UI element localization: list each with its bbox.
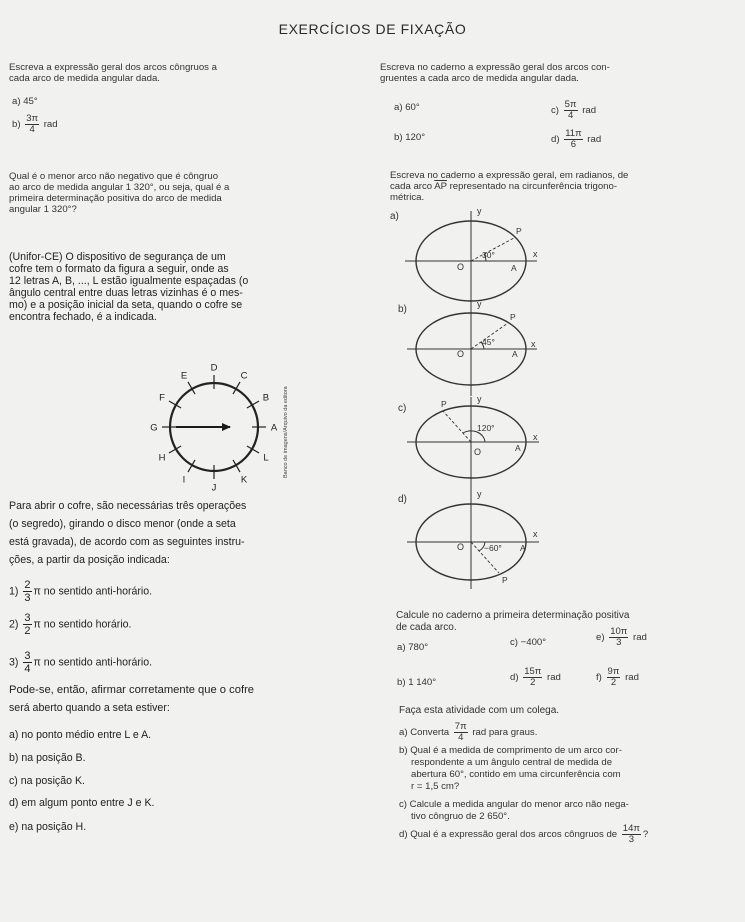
q6-item-e: e) $\frac{10\pi}{3}$ rad xyxy=(596,626,647,648)
q3-line2: ao arco de medida angular 1 320°, ou seja, qual é a xyxy=(9,182,230,193)
q7-c-line2: tivo côngruo de 2 650°. xyxy=(411,811,510,822)
dial-letter-f: F xyxy=(159,392,165,404)
svg-text:O: O xyxy=(474,447,482,457)
svg-text:x: x xyxy=(533,249,538,259)
q2-prompt-line1: Escreva no caderno a expressão geral dos arcos con- xyxy=(380,62,610,73)
op2-fraction: $\frac{3}{2}$ xyxy=(24,612,31,637)
dial-letter-g: G xyxy=(150,422,158,434)
q2-prompt-line2: gruentes a cada arco de medida angular dada. xyxy=(380,73,579,84)
dial-letter-a: A xyxy=(270,422,278,434)
trig-circle-d xyxy=(385,487,545,592)
q7-header: Faça esta atividade com um colega. xyxy=(399,705,560,716)
svg-text:O: O xyxy=(457,262,465,272)
q7-b-line2: respondente a um ângulo central de medida de xyxy=(411,757,613,768)
q6-item-d: d) $\frac{15\pi}{2}$ rad xyxy=(510,666,561,688)
q5-body-line4: ções, a partir da posição indicada: xyxy=(9,554,170,566)
q5-option-d: d) em algum ponto entre J e K. xyxy=(9,797,155,809)
q5-body-line3: está gravada), de acordo com as seguintes instru- xyxy=(9,536,245,548)
q5-option-e: e) na posição H. xyxy=(9,821,87,833)
q5-line1: (Unifor-CE) O dispositivo de segurança de um xyxy=(9,251,226,263)
q5-line3: 12 letras A, B, ..., L estão igualmente espaçadas (o xyxy=(9,275,249,287)
q1-a-value: 45° xyxy=(23,96,38,107)
q6-item-f: f) $\frac{9\pi}{2}$ rad xyxy=(596,666,639,688)
q1-item-a xyxy=(12,96,38,108)
q7-b-line1: b) Qual é a medida de comprimento de um arco cor- xyxy=(399,745,622,756)
q2-item-d: d) $\frac{11\pi}{6}$ rad xyxy=(551,128,602,150)
q1-item-b xyxy=(12,114,58,135)
dial-letter-b: B xyxy=(262,392,270,404)
q2-c-fraction: $\frac{5\pi}{4}$ xyxy=(564,99,577,121)
svg-text:P: P xyxy=(502,575,508,585)
q2-item-c: c) $\frac{5\pi}{4}$ rad xyxy=(551,99,597,121)
trig-circle-b xyxy=(385,298,545,398)
q1-prompt-line1: Escreva a expressão geral dos arcos côngruos a xyxy=(9,62,217,73)
circle-b-label: b) xyxy=(398,304,407,315)
q5-option-c: c) na posição K. xyxy=(9,775,85,787)
q1-a-label: a) xyxy=(12,96,21,107)
circle-c-label: c) xyxy=(398,403,407,414)
svg-text:y: y xyxy=(477,206,482,216)
q5-line6: encontra fechado, é a indicada. xyxy=(9,311,157,323)
arrow-icon xyxy=(222,423,231,431)
svg-text:30°: 30° xyxy=(482,250,495,260)
image-credit: Banco de imagens/Arquivo da editora xyxy=(283,386,289,478)
dial-letter-h: H xyxy=(158,452,166,464)
svg-text:P: P xyxy=(441,399,447,409)
svg-text:P: P xyxy=(516,226,522,236)
q5-line2: cofre tem o formato da figura a seguir, onde as xyxy=(9,263,229,275)
q5-op-2: 2) $\frac{3}{2}$ π no sentido horário. xyxy=(9,612,132,637)
op1-fraction: $\frac{2}{3}$ xyxy=(24,579,31,604)
q2-d-fraction: $\frac{11\pi}{6}$ xyxy=(565,128,582,150)
dial-letter-d: D xyxy=(210,362,218,374)
svg-text:y: y xyxy=(477,299,482,309)
safe-dial xyxy=(140,360,290,495)
q7-item-a: a) Converta $\frac{7\pi}{4}$ rad para graus. xyxy=(399,721,538,743)
trig-circle-a xyxy=(385,205,545,305)
q4-line3: métrica. xyxy=(390,192,425,203)
dial-letter-l: L xyxy=(263,452,269,464)
dial-letter-i: I xyxy=(182,474,186,486)
q7-b-line4: r = 1,5 cm? xyxy=(411,781,460,792)
q1-b-unit: rad xyxy=(43,119,58,131)
circle-a-label: a) xyxy=(390,211,399,222)
q3-line4: angular 1 320°? xyxy=(9,204,77,215)
svg-text:45°: 45° xyxy=(482,337,495,347)
op3-fraction: $\frac{3}{4}$ xyxy=(24,650,31,675)
q6-item-b: b) 1 140° xyxy=(397,677,437,688)
dial-letter-e: E xyxy=(180,370,188,382)
q5-line4: ângulo central entre duas letras vizinhas é o mes- xyxy=(9,287,243,299)
dial-letter-j: J xyxy=(211,482,217,494)
q6-item-c: c) −400° xyxy=(510,637,547,648)
q4-line2: cada arco $\overline{AP}$ representado na circunferência trigono- xyxy=(390,181,618,192)
q1-prompt-line2: cada arco de medida angular dada. xyxy=(9,73,160,84)
svg-text:A: A xyxy=(515,443,521,453)
q2-item-b: b) 120° xyxy=(394,132,426,143)
q1-b-label: b) xyxy=(12,119,21,131)
svg-text:−60°: −60° xyxy=(484,543,502,553)
q5-ask-line1: Pode-se, então, afirmar corretamente que o cofre xyxy=(9,684,255,696)
svg-text:y: y xyxy=(477,489,482,499)
dial-letter-c: C xyxy=(240,370,248,382)
q6-line2: de cada arco. xyxy=(396,622,457,633)
q5-line5: mo) e a posição inicial da seta, quando o cofre se xyxy=(9,299,243,311)
svg-text:A: A xyxy=(512,349,518,359)
q5-body-line1: Para abrir o cofre, são necessárias três operações xyxy=(9,500,247,512)
svg-text:O: O xyxy=(457,542,465,552)
arc-ap-label: $\overline{AP}$ xyxy=(434,181,447,192)
q5-op-1: 1) $\frac{2}{3}$ π no sentido anti-horário. xyxy=(9,579,153,604)
q5-ask-line2: será aberto quando a seta estiver: xyxy=(9,702,170,714)
dial-letter-k: K xyxy=(240,474,248,486)
circle-d-label: d) xyxy=(398,494,407,505)
svg-text:x: x xyxy=(531,339,536,349)
trig-circle-c xyxy=(385,393,545,493)
q6-line1: Calcule no caderno a primeira determinação positiva xyxy=(396,610,630,621)
q7-item-d: d) Qual é a expressão geral dos arcos côngruos de $\frac{14\pi}{3}$ ? xyxy=(399,823,649,845)
q5-option-a: a) no ponto médio entre L e A. xyxy=(9,729,152,741)
q5-body-line2: (o segredo), girando o disco menor (onde a seta xyxy=(9,518,236,530)
q7-c-line1: c) Calcule a medida angular do menor arco não nega- xyxy=(399,799,629,810)
svg-text:A: A xyxy=(520,543,526,553)
svg-text:x: x xyxy=(533,432,538,442)
svg-text:O: O xyxy=(457,349,465,359)
q5-op-3: 3) $\frac{3}{4}$ π no sentido anti-horário. xyxy=(9,650,153,675)
q3-line3: primeira determinação positiva do arco de medida xyxy=(9,193,222,204)
svg-text:y: y xyxy=(477,394,482,404)
svg-text:x: x xyxy=(533,529,538,539)
svg-text:P: P xyxy=(510,312,516,322)
q4-line1: Escreva no caderno a expressão geral, em radianos, de xyxy=(390,170,629,181)
q6-item-a: a) 780° xyxy=(397,642,429,653)
q7-b-line3: abertura 60°, contido em uma circunferência com xyxy=(411,769,621,780)
svg-text:120°: 120° xyxy=(477,423,495,433)
q1-b-fraction: $\frac{3\pi}{4}$ xyxy=(26,113,39,135)
q2-item-a: a) 60° xyxy=(394,102,420,113)
page-title: EXERCÍCIOS DE FIXAÇÃO xyxy=(278,21,467,37)
q3-line1: Qual é o menor arco não negativo que é côngruo xyxy=(9,171,219,182)
q5-option-b: b) na posição B. xyxy=(9,752,86,764)
svg-text:A: A xyxy=(511,263,517,273)
